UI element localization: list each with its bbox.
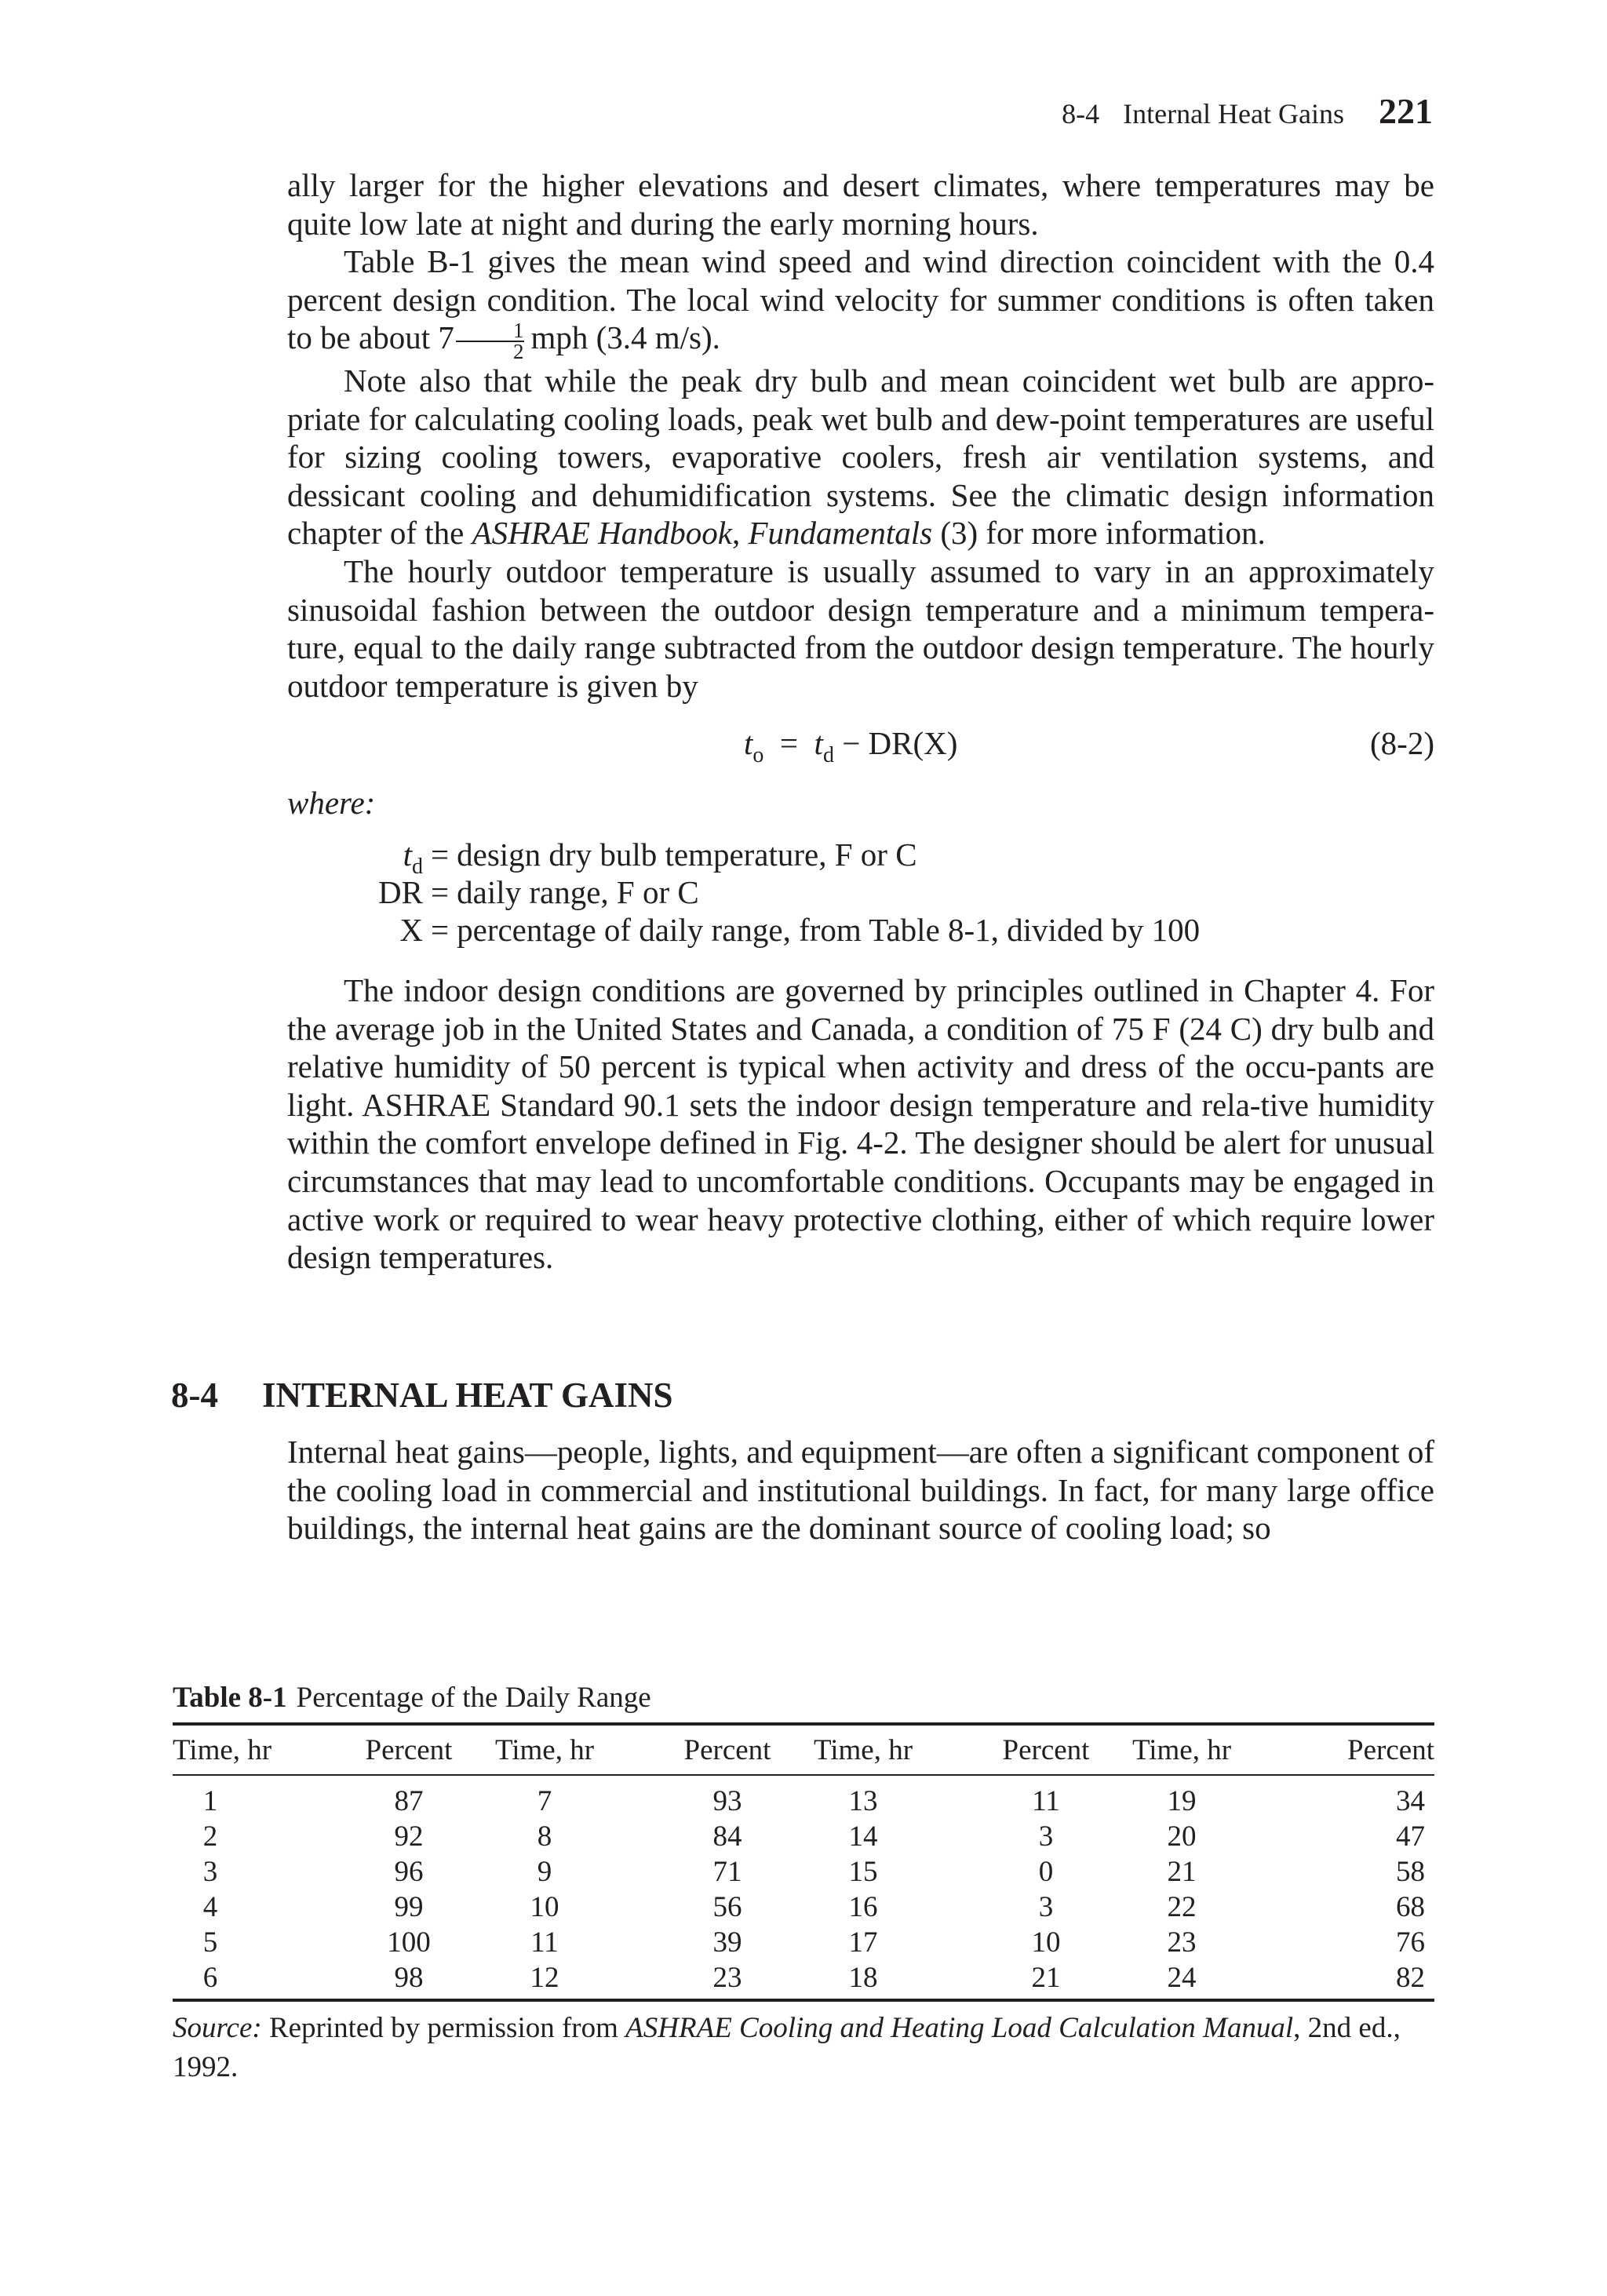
table-cell: 39 [712,1926,742,1959]
table-row [173,1854,1434,1890]
eq-lhs-var: t [744,725,753,761]
definition-row [287,911,1434,949]
table-cell: 2 [202,1820,218,1853]
fraction-denominator: 2 [512,339,524,363]
source-label: Source: [173,2012,262,2044]
table-row [173,1890,1434,1925]
table-cell: 10 [1031,1926,1061,1959]
paragraph-6: Internal heat gains—people, lights, and equipment—are often a significant component of the cooling load in commercial and institutional buildings. In fact, for many large office buildings, the internal heat gains are the dominant source of cooling load; so [287,1434,1434,1547]
equation-expression [744,720,957,767]
source-book-title: ASHRAE Cooling and Heating Load Calculation Manual [625,2012,1294,2044]
definition-text: percentage of daily range, from Table 8-1, divided by 100 [457,912,1201,948]
table-cell: 7 [537,1785,552,1817]
column-header: Percent [598,1724,810,1775]
table-cell: 87 [394,1785,424,1817]
table-cell: 10 [530,1891,559,1923]
table-row [173,1819,1434,1854]
table-cell: 3 [1038,1820,1054,1853]
table-cell: 68 [1396,1891,1425,1923]
page-number: 221 [1379,91,1433,131]
daily-range-table [173,1722,1434,2002]
column-header: Percent [916,1724,1128,1775]
table-cell: 96 [394,1856,424,1888]
table-cell: 82 [1235,1960,1434,2000]
upper-body-text [287,166,1434,705]
table-cell: 12 [491,1960,598,2000]
header-section-title: Internal Heat Gains [1123,98,1344,129]
table-cell: 16 [848,1891,878,1923]
table-cell: 3 [202,1856,218,1888]
table-cell: 14 [848,1820,878,1853]
table-cell: 0 [1038,1856,1054,1888]
eq-rhs-var: t [814,725,823,761]
table-cell: 24 [1128,1960,1235,2000]
variable-definitions [287,836,1434,949]
where-label: where: [287,785,376,821]
table-cell: 92 [394,1820,424,1853]
handbook-volume: Fundamentals [748,515,933,552]
handbook-title: ASHRAE Handbook [472,515,732,552]
column-header: Time, hr [810,1724,916,1775]
handbook-comma: , [731,515,741,552]
table-cell: 58 [1396,1856,1425,1888]
to-be-about-text: to be about 7 [287,319,454,356]
table-cell: 8 [537,1820,552,1853]
paragraph-2-line: Table B-1 gives the mean wind speed and wind direction coincident with the 0.4 percent design condition. The local wind velocity for summer conditions is often taken [287,243,1434,318]
wind-speed-text: mph (3.4 m/s). [530,319,720,356]
column-header: Time, hr [1128,1724,1235,1775]
table-cell: 98 [279,1960,491,2000]
eq-rhs-rest: − DR(X) [842,725,958,761]
indoor-conditions-text [287,971,1434,1277]
paragraph-4: The hourly outdoor temperature is usually assumed to vary in an approximately sinusoidal fashion between the outdoor design temperature and a minimum tempera-ture, equal to the daily range subtracted from the outdoor design temperature. The hourly outdoor temperature is given by [287,552,1434,704]
table-cell: 11 [530,1926,559,1959]
table-cell: 84 [712,1820,742,1853]
paragraph-3 [287,362,1434,552]
header-section-number: 8-4 [1062,98,1100,129]
table-cell: 11 [1032,1785,1060,1817]
table-cell: 15 [848,1856,878,1888]
column-header: Percent [1235,1724,1434,1775]
eq-lhs-sub: o [752,743,764,767]
running-header [1062,88,1433,137]
table-caption [173,1679,651,1717]
table-cell: 3 [1038,1891,1054,1923]
table-title: Percentage of the Daily Range [296,1682,651,1714]
table-cell: 18 [810,1960,916,2000]
internal-gains-text [287,1433,1434,1547]
table-cell: 99 [394,1891,424,1923]
table-label: Table 8-1 [173,1682,287,1714]
source-edition: , 2nd ed., 1992. [173,2012,1401,2083]
table-cell: 13 [848,1785,878,1817]
table-cell: 93 [712,1785,742,1817]
eq-rhs-sub: d [822,743,834,767]
definition-symbol: X [399,912,423,948]
table-cell: 9 [537,1856,552,1888]
table-cell: 4 [202,1891,218,1923]
table-cell: 76 [1396,1926,1425,1959]
table-cell: 23 [1167,1926,1197,1959]
table-cell: 20 [1167,1820,1197,1853]
definition-equals: = [431,836,450,873]
paragraph-3-end: (3) for more information. [940,515,1266,552]
fraction-numerator: 1 [456,321,525,342]
table-cell: 21 [1167,1856,1197,1888]
section-number: 8-4 [171,1376,218,1415]
definition-symbol: DR [378,874,423,910]
paragraph-2 [287,242,1434,362]
table-cell: 22 [1167,1891,1197,1923]
table-row [173,1775,1434,1819]
definition-equals: = [431,912,450,948]
table-cell: 56 [712,1891,742,1923]
table-cell: 5 [202,1926,218,1959]
table-cell: 47 [1396,1820,1425,1853]
fraction-one-half [456,318,525,363]
table-cell: 34 [1396,1785,1425,1817]
column-header: Time, hr [173,1724,279,1775]
paragraph-5: The indoor design conditions are governed by principles outlined in Chapter 4. For the average job in the United States and Canada, a condition of 75 F (24 C) dry bulb and relative humidity of 50 percent is typical when activity and dress of the occu-pants are light. ASHRAE Standard 90.1 sets the indoor design temperature and rela-tive humidity within the comfort envelope defined in Fig. 4-2. The designer should be alert for unusual circumstances that may lead to uncomfortable conditions. Occupants may be engaged in active work or required to wear heavy protective clothing, either of which require lower design temperatures. [287,972,1434,1276]
table-cell: 6 [173,1960,279,2000]
paragraph-1: ally larger for the higher elevations and desert climates, where temperatures may be quite low late at night and during the early morning hours. [287,167,1434,242]
table-source-note [173,2009,1434,2087]
definition-row [287,873,1434,911]
source-text: Reprinted by permission from [268,2012,618,2044]
table-body [173,1775,1434,2000]
paragraph-3-main: Note also that while the peak dry bulb and mean coincident wet bulb are appro-priate for calculating cooling loads, peak wet bulb and dew-point temperatures are useful for sizing cooling towers, evaporative coolers, fresh air ventilation systems, and dessicant cooling and dehumidification systems. See the climatic design information chapter of the [287,362,1434,552]
table-cell: 100 [387,1926,431,1959]
definition-symbol: $t_d$ [403,836,423,879]
section-title: INTERNAL HEAT GAINS [262,1376,673,1415]
equation-number: (8-2) [1370,725,1434,761]
table-cell: 17 [848,1926,878,1959]
definition-equals: = [431,874,450,910]
table-cell: 23 [598,1960,810,2000]
section-heading [171,1372,672,1419]
definition-row [287,836,1434,879]
table-row [173,1960,1434,2000]
table-cell: 21 [916,1960,1128,2000]
definition-text: daily range, F or C [457,874,699,910]
table-row [173,1925,1434,1960]
table-header-row [173,1724,1434,1775]
table-cell: 71 [712,1856,742,1888]
column-header: Percent [279,1724,491,1775]
definition-text: design dry bulb temperature, F or C [457,836,917,873]
table-cell: 1 [202,1785,218,1817]
column-header: Time, hr [491,1724,598,1775]
table-cell: 19 [1167,1785,1197,1817]
equation-8-2 [287,720,1434,767]
eq-equals: = [779,725,799,761]
